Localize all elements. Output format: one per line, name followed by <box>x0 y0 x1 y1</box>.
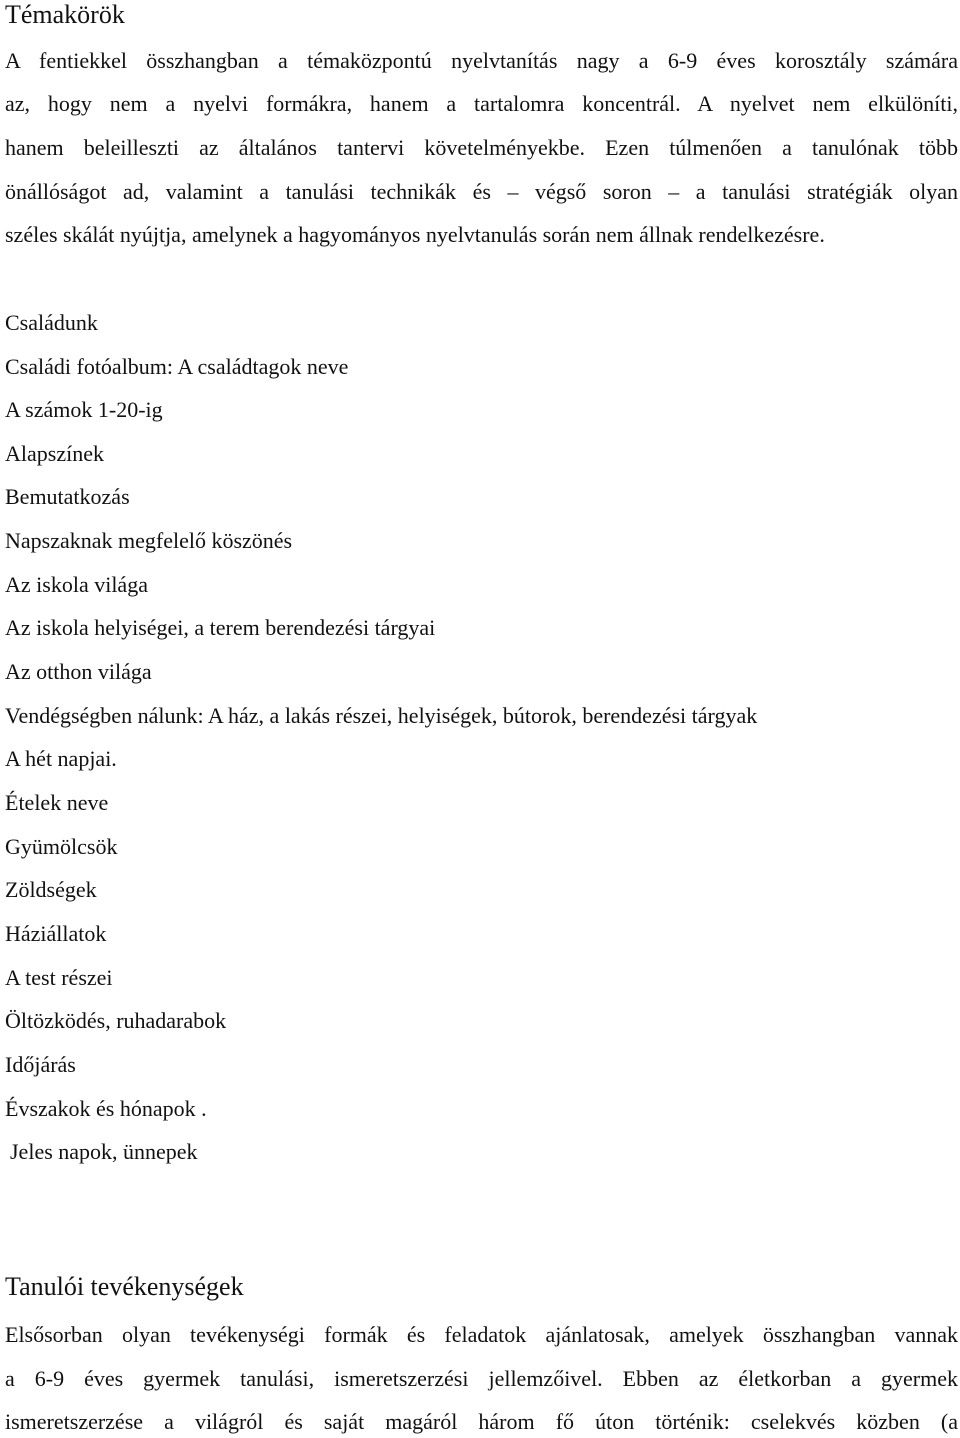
topic-item: A számok 1-20-ig <box>5 397 163 422</box>
topic-item: Jeles napok, ünnepek <box>10 1139 198 1164</box>
topic-item: Időjárás <box>5 1052 76 1077</box>
topic-item: Háziállatok <box>5 921 107 946</box>
topic-item: Zöldségek <box>5 877 97 902</box>
section-title-tanuloi-tevekenysegek: Tanulói tevékenységek <box>5 1272 244 1301</box>
paragraph-line: önállóságot ad, valamint a tanulási technikák és – végső soron – a tanulási stratégiák olyan <box>5 179 958 204</box>
paragraph-line: ismeretszerzése a világról és saját magáról három fő úton történik: cselekvés közben (a <box>5 1409 958 1434</box>
paragraph-line: Elsősorban olyan tevékenységi formák és feladatok ajánlatosak, amelyek összhangban vannak <box>5 1322 958 1347</box>
section-title-temakorok: Témakörök <box>5 0 125 29</box>
paragraph-line: a 6-9 éves gyermek tanulási, ismeretszerzési jellemzőivel. Ebben az életkorban a gyermek <box>5 1366 958 1391</box>
topic-item: Alapszínek <box>5 441 104 466</box>
topic-item: Öltözködés, ruhadarabok <box>5 1008 227 1033</box>
topic-item: Az iskola helyiségei, a terem berendezési tárgyai <box>5 615 436 640</box>
topic-item: Gyümölcsök <box>5 834 118 859</box>
topic-item: A hét napjai. <box>5 746 117 771</box>
paragraph-line: széles skálát nyújtja, amelynek a hagyományos nyelvtanulás során nem állnak rendelkezésre. <box>5 222 825 247</box>
topic-item: Az otthon világa <box>5 659 152 684</box>
topic-item: Vendégségben nálunk: A ház, a lakás részei, helyiségek, bútorok, berendezési tárgyak <box>5 703 758 728</box>
topic-item: Családunk <box>5 310 98 335</box>
topic-item: Családi fotóalbum: A családtagok neve <box>5 354 349 379</box>
topic-item: Bemutatkozás <box>5 484 130 509</box>
paragraph-line: az, hogy nem a nyelvi formákra, hanem a tartalomra koncentrál. A nyelvet nem elkülöníti, <box>5 91 958 116</box>
topic-item: Napszaknak megfelelő köszönés <box>5 528 293 553</box>
topic-item: Ételek neve <box>5 790 109 815</box>
topic-item: Az iskola világa <box>5 572 148 597</box>
paragraph-line: hanem beleilleszti az általános tantervi követelményekbe. Ezen túlmenően a tanulónak több <box>5 135 958 160</box>
topic-item: A test részei <box>5 965 113 990</box>
paragraph-line: A fentiekkel összhangban a témaközpontú nyelvtanítás nagy a 6-9 éves korosztály számára <box>5 48 958 73</box>
topic-item: Évszakok és hónapok . <box>5 1096 207 1121</box>
